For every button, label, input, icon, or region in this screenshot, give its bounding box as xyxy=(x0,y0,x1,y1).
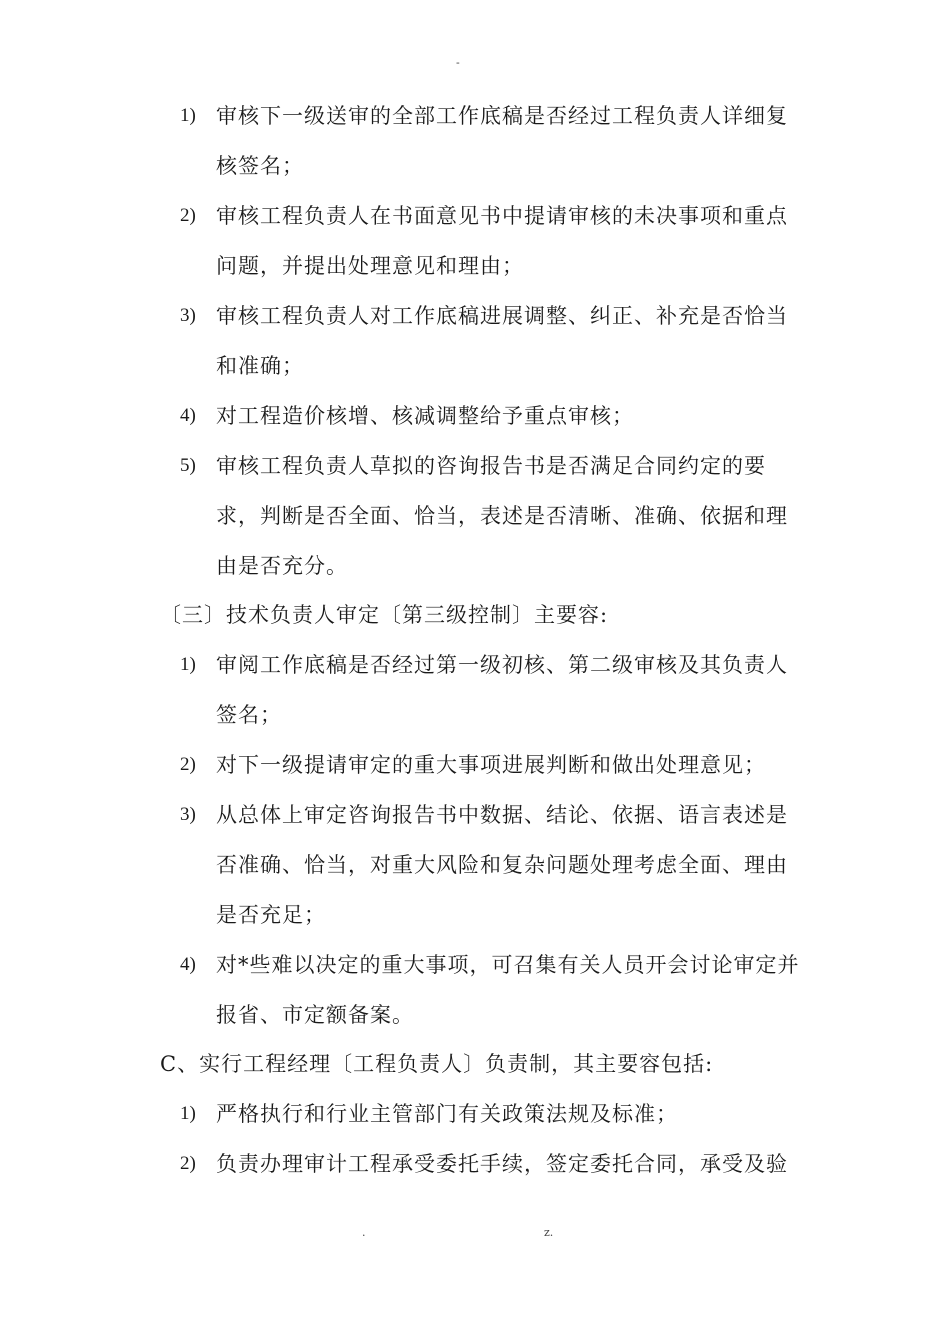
list-item-text: 负责办理审计工程承受委托手续，签定委托合同，承受及验 xyxy=(216,1152,788,1176)
list-number: 2) xyxy=(180,205,196,226)
list-item-text: 审核下一级送审的全部工作底稿是否经过工程负责人详细复 xyxy=(216,104,788,128)
list-item-continuation: 由是否充分。 xyxy=(216,554,348,578)
list-item-continuation: 和准确； xyxy=(216,354,304,378)
section-heading: 〔三〕技术负责人审定〔第三级控制〕主要容: xyxy=(160,603,609,627)
section-heading: C、实行工程经理〔工程负责人〕负责制，其主要容包括: xyxy=(160,1052,714,1076)
list-number: 1) xyxy=(180,1103,196,1124)
list-item-continuation: 是否充足； xyxy=(216,903,326,927)
list-item-text: 审阅工作底稿是否经过第一级初核、第二级审核及其负责人 xyxy=(216,653,788,677)
list-item-continuation: 否准确、恰当，对重大风险和复杂问题处理考虑全面、理由 xyxy=(216,853,788,877)
list-item-continuation: 签名； xyxy=(216,703,282,727)
list-number: 4) xyxy=(180,405,196,426)
list-item-text: 严格执行和行业主管部门有关政策法规及标准； xyxy=(216,1102,678,1126)
list-item-text: 对工程造价核增、核减调整给予重点审核； xyxy=(216,404,634,428)
list-number: 2) xyxy=(180,1153,196,1174)
list-number: 2) xyxy=(180,754,196,775)
footer-left-mark: . xyxy=(362,1226,366,1239)
list-item-continuation: 求，判断是否全面、恰当，表述是否清晰、准确、依据和理 xyxy=(216,504,788,528)
list-item-text: 对*些难以决定的重大事项，可召集有关人员开会讨论审定并 xyxy=(216,953,800,977)
list-item-text: 对下一级提请审定的重大事项进展判断和做出处理意见； xyxy=(216,753,766,777)
list-item-text: 从总体上审定咨询报告书中数据、结论、依据、语言表述是 xyxy=(216,803,788,827)
footer-right-mark: z. xyxy=(544,1226,554,1239)
list-item-text: 审核工程负责人在书面意见书中提请审核的未决事项和重点 xyxy=(216,204,788,228)
list-number: 3) xyxy=(180,305,196,326)
header-mark: - xyxy=(456,56,460,69)
list-number: 1) xyxy=(180,105,196,126)
list-number: 4) xyxy=(180,954,196,975)
list-item-continuation: 报省、市定额备案。 xyxy=(216,1003,414,1027)
list-item-continuation: 核签名； xyxy=(216,154,304,178)
list-item-text: 审核工程负责人草拟的咨询报告书是否满足合同约定的要 xyxy=(216,454,766,478)
list-number: 3) xyxy=(180,804,196,825)
list-item-text: 审核工程负责人对工作底稿进展调整、纠正、补充是否恰当 xyxy=(216,304,788,328)
list-item-continuation: 问题，并提出处理意见和理由； xyxy=(216,254,524,278)
list-number: 5) xyxy=(180,455,196,476)
list-number: 1) xyxy=(180,654,196,675)
